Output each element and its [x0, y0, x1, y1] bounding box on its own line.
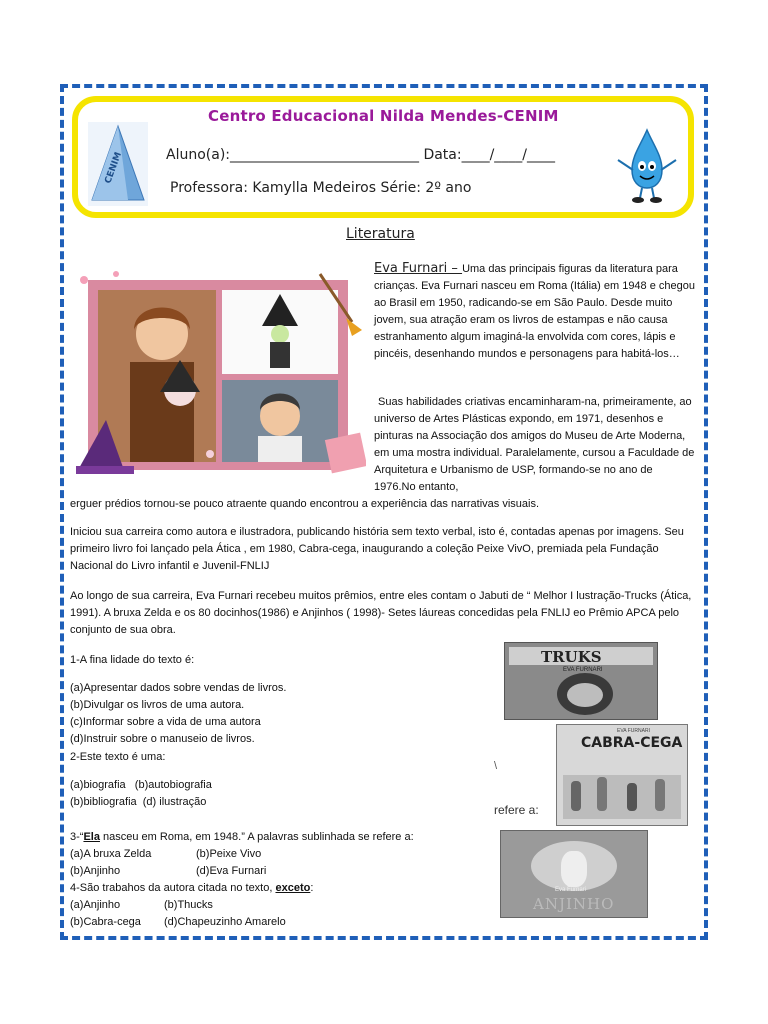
bio-paragraph-2-continued: erguer prédios tornou-se pouco atraente quando encontrou a experiência das narrativas visuais. — [70, 498, 540, 510]
ghost-refere-text: refere a: — [494, 803, 539, 817]
underlined-word-ela: Ela — [83, 831, 100, 843]
school-logo — [88, 122, 148, 206]
question-1: 1-A fina lidade do texto é: — [70, 654, 195, 666]
question-4-option-d: (d)Chapeuzinho Amarelo — [164, 916, 286, 928]
question-3-option-d: (d)Eva Furnari — [196, 865, 267, 877]
trucks-title: TRUKS — [541, 648, 602, 666]
ghost-mark: \ — [494, 760, 498, 772]
question-4-option-b: (b)Thucks — [164, 899, 213, 911]
teacher-line: Professora: Kamylla Medeiros Série: 2º ano — [170, 180, 472, 196]
book-cover-cabra-cega — [556, 724, 688, 826]
question-4-option-a: (a)Anjinho — [70, 899, 121, 911]
student-line: Aluno(a):___________________________ Data:____/____/____ — [166, 147, 556, 163]
section-title: Literatura — [346, 226, 415, 242]
water-drop-mascot — [612, 126, 682, 204]
bio-paragraph-1: Uma das principais figuras da literatura para crianças. Eva Furnari nasceu em Roma (Itália) em 1948 e chegou ao Brasil em 1950, radicando-se em São Paulo. Desde muito jovem, sua atração eram os livros de estampas e não causa estranhamento algum imaginá-la envolvida com cores, lápis e pincéis, desenhando mundos e personagens para habitá-los… — [374, 263, 695, 360]
school-title: Centro Educacional Nilda Mendes-CENIM — [208, 107, 559, 125]
question-2: 2-Este texto é uma: — [70, 751, 166, 763]
bio-paragraph-3: Iniciou sua carreira como autora e ilustradora, publicando história sem texto verbal, isto é, contadas apenas por imagens. Seu primeiro livro foi lançado pela Ática , em 1980, Cabra-cega, inaugurando a coleção Peixe VivO, premiada pela Fundação Nacional do Livro infantil e Juvenil-FNLIJ — [70, 526, 684, 572]
question-1-option-d: (d)Instruir sobre o manuseio de livros. — [70, 733, 255, 745]
question-4-option-c: (b)Cabra-cega — [70, 916, 141, 928]
author-name: Eva Furnari – — [374, 261, 463, 276]
question-3: 3-“Ela nasceu em Roma, em 1948.” A palavras sublinhada se refere a: — [70, 831, 414, 843]
question-2-options-line-1: (a)biografia (b)autobiografia — [70, 779, 212, 791]
svg-text:CENIM: CENIM — [103, 150, 124, 186]
bio-intro — [374, 260, 696, 363]
question-1-option-b: (b)Divulgar os livros de uma autora. — [70, 699, 245, 711]
bio-paragraph-4: Ao longo de sua carreira, Eva Furnari recebeu muitos prêmios, entre eles contam o Jabuti de “ Melhor I lustração-Trucks (Ática, 1991). A bruxa Zelda e os 80 docinhos(1986) e Anjinhos ( 1998)- Setes láureas concedidas pela FNLIJ eo Prêmio APCA pelo conjunto de sua obra. — [70, 590, 692, 636]
question-3-option-c: (b)Anjinho — [70, 865, 121, 877]
cabra-title: CABRA-CEGA — [581, 735, 683, 751]
book-cover-anjinho — [500, 830, 648, 918]
anjinho-author: Eva Furnari — [555, 887, 587, 893]
underlined-word-exceto: exceto — [275, 882, 311, 894]
question-4: 4-São trabahos da autora citada no texto, exceto: — [70, 882, 314, 894]
bio-paragraph-2: Suas habilidades criativas encaminharam-na, primeiramente, ao universo de Artes Plásticas expondo, em 1971, desenhos e pinturas na Associação dos amigos do Museu de Arte Moderna, em uma mostra individual. Paralelamente, cursou a Faculdade de Arquitetura e Urbanismo de USP, formando-se no ano de 1976.No entanto, — [374, 396, 695, 493]
cabra-author: EVA FURNARI — [617, 728, 650, 734]
question-2-options-line-2: (b)bibliografia (d) ilustração — [70, 796, 207, 808]
trucks-author: EVA FURNARI — [563, 667, 603, 673]
anjinho-title: ANJINHO — [533, 895, 615, 913]
question-3-option-b: (b)Peixe Vivo — [196, 848, 262, 860]
question-1-option-c: (c)Informar sobre a vida de uma autora — [70, 716, 261, 728]
question-1-option-a: (a)Apresentar dados sobre vendas de livros. — [70, 682, 287, 694]
question-3-option-a: (a)A bruxa Zelda — [70, 848, 152, 860]
author-photo-collage — [76, 270, 366, 482]
book-cover-trucks — [504, 642, 658, 720]
